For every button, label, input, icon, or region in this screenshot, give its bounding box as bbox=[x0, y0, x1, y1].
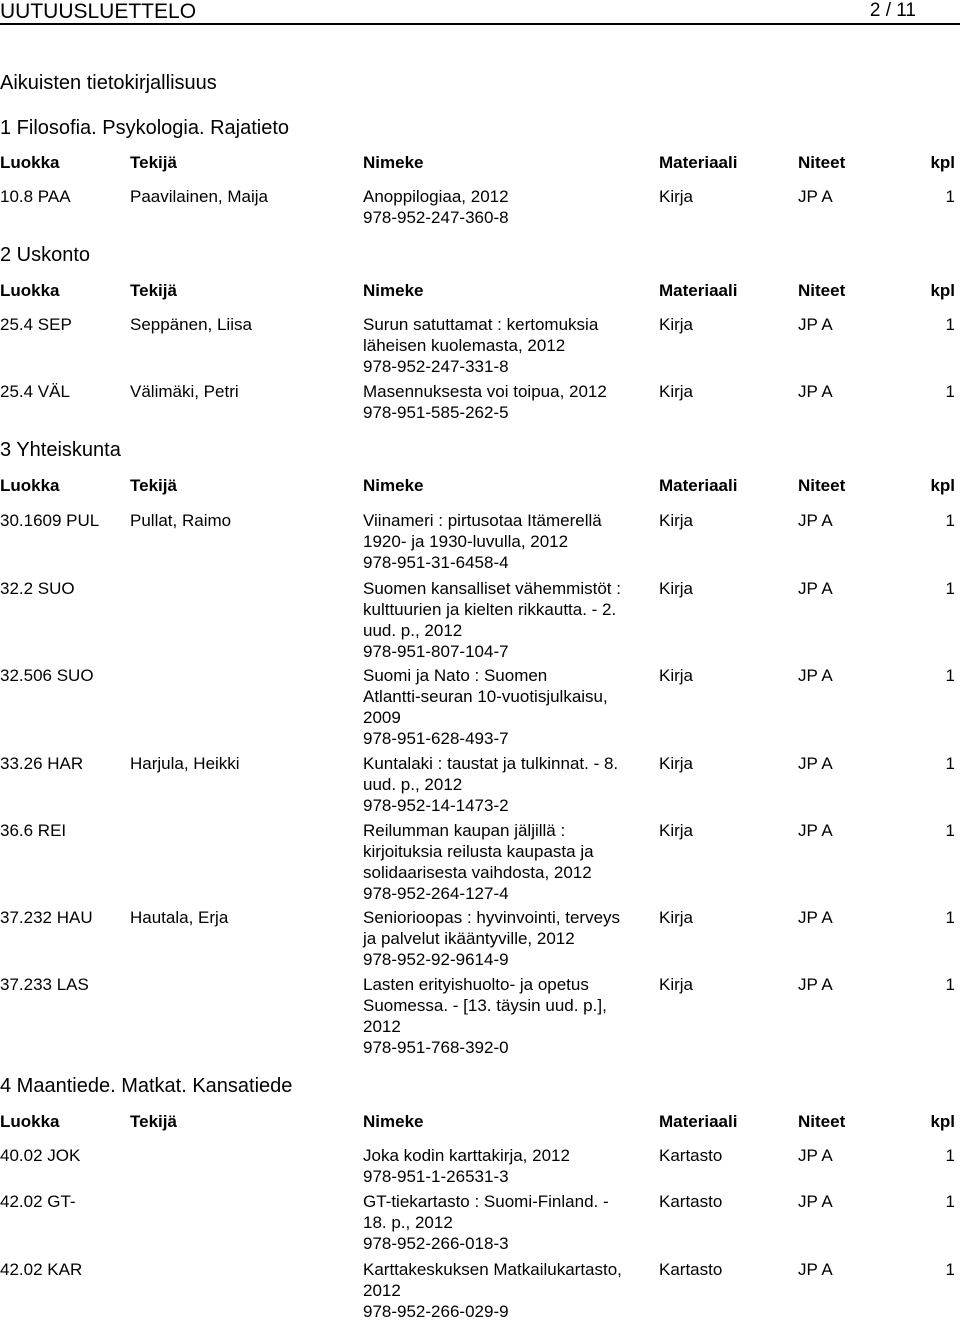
row-nimeke bbox=[363, 820, 653, 904]
row-tekija: Pullat, Raimo bbox=[130, 511, 232, 530]
row-nimeke bbox=[363, 1145, 653, 1187]
row-tekija: Seppänen, Liisa bbox=[130, 315, 252, 334]
column-header-niteet: Niteet bbox=[798, 281, 846, 300]
row-niteet: JP A bbox=[798, 187, 833, 206]
row-nimeke bbox=[363, 974, 653, 1058]
row-nimeke bbox=[363, 186, 653, 228]
row-isbn: 978-951-31-6458-4 bbox=[363, 553, 509, 572]
row-isbn: 978-951-768-392-0 bbox=[363, 1038, 509, 1057]
row-materiaali: Kartasto bbox=[659, 1260, 723, 1279]
row-materiaali: Kirja bbox=[659, 754, 694, 773]
column-header-tekija: Tekijä bbox=[130, 476, 177, 495]
column-header-luokka: Luokka bbox=[0, 1112, 60, 1131]
row-niteet: JP A bbox=[798, 315, 833, 334]
row-title-text: Lasten erityishuolto- ja opetus Suomessa. - [13. täysin uud. p.], 2012 bbox=[363, 975, 607, 1036]
row-luokka: 32.2 SUO bbox=[0, 579, 75, 598]
row-materiaali: Kirja bbox=[659, 187, 694, 206]
row-kpl: 1 bbox=[945, 754, 955, 773]
row-niteet: JP A bbox=[798, 1260, 833, 1279]
row-title-text: Seniorioopas : hyvinvointi, terveys ja palvelut ikääntyville, 2012 bbox=[363, 908, 621, 948]
row-luokka: 42.02 GT- bbox=[0, 1192, 76, 1211]
document-title: UUTUUSLUETTELO bbox=[0, 0, 197, 23]
column-header-luokka: Luokka bbox=[0, 153, 60, 172]
row-kpl: 1 bbox=[945, 666, 955, 685]
column-header-kpl: kpl bbox=[930, 1112, 955, 1131]
row-isbn: 978-951-807-104-7 bbox=[363, 642, 509, 661]
column-header-tekija: Tekijä bbox=[130, 281, 177, 300]
column-header-materiaali: Materiaali bbox=[659, 1112, 738, 1131]
row-nimeke bbox=[363, 578, 653, 662]
section-title: 4 Maantiede. Matkat. Kansatiede bbox=[0, 1075, 293, 1097]
row-kpl: 1 bbox=[945, 1192, 955, 1211]
row-luokka: 25.4 SEP bbox=[0, 315, 72, 334]
row-title-text: Anoppilogiaa, 2012 bbox=[363, 187, 509, 206]
row-luokka: 42.02 KAR bbox=[0, 1260, 83, 1279]
column-header-row bbox=[0, 151, 960, 175]
row-isbn: 978-952-14-1473-2 bbox=[363, 796, 509, 815]
row-materiaali: Kirja bbox=[659, 382, 694, 401]
row-tekija: Hautala, Erja bbox=[130, 908, 229, 927]
row-niteet: JP A bbox=[798, 975, 833, 994]
section-title: 1 Filosofia. Psykologia. Rajatieto bbox=[0, 117, 290, 139]
row-title-text: Joka kodin karttakirja, 2012 bbox=[363, 1146, 570, 1165]
row-luokka: 37.232 HAU bbox=[0, 908, 93, 927]
row-tekija: Harjula, Heikki bbox=[130, 754, 240, 773]
row-isbn: 978-952-266-018-3 bbox=[363, 1234, 509, 1253]
row-materiaali: Kirja bbox=[659, 315, 694, 334]
column-header-niteet: Niteet bbox=[798, 153, 846, 172]
row-niteet: JP A bbox=[798, 908, 833, 927]
row-kpl: 1 bbox=[945, 187, 955, 206]
row-nimeke bbox=[363, 510, 653, 573]
row-kpl: 1 bbox=[945, 1146, 955, 1165]
row-nimeke bbox=[363, 1191, 653, 1254]
row-isbn: 978-952-247-360-8 bbox=[363, 208, 509, 227]
row-kpl: 1 bbox=[945, 821, 955, 840]
row-title-text: Karttakeskuksen Matkailukartasto, 2012 bbox=[363, 1260, 622, 1300]
column-header-nimeke: Nimeke bbox=[363, 281, 424, 300]
row-title-text: Masennuksesta voi toipua, 2012 bbox=[363, 382, 607, 401]
row-isbn: 978-951-1-26531-3 bbox=[363, 1167, 509, 1186]
row-isbn: 978-952-92-9614-9 bbox=[363, 950, 509, 969]
row-nimeke bbox=[363, 314, 653, 377]
row-title-text: GT-tiekartasto : Suomi-Finland. - 18. p., 2012 bbox=[363, 1192, 609, 1232]
section-title: 2 Uskonto bbox=[0, 244, 91, 266]
row-title-text: Surun satuttamat : kertomuksia läheisen kuolemasta, 2012 bbox=[363, 315, 599, 355]
header-rule bbox=[0, 23, 960, 25]
column-header-nimeke: Nimeke bbox=[363, 153, 424, 172]
row-luokka: 10.8 PAA bbox=[0, 187, 71, 206]
row-kpl: 1 bbox=[945, 1260, 955, 1279]
column-header-nimeke: Nimeke bbox=[363, 1112, 424, 1131]
row-niteet: JP A bbox=[798, 511, 833, 530]
row-materiaali: Kirja bbox=[659, 821, 694, 840]
row-luokka: 32.506 SUO bbox=[0, 666, 94, 685]
row-nimeke bbox=[363, 907, 653, 970]
row-isbn: 978-952-247-331-8 bbox=[363, 357, 509, 376]
row-luokka: 33.26 HAR bbox=[0, 754, 84, 773]
row-niteet: JP A bbox=[798, 666, 833, 685]
column-header-niteet: Niteet bbox=[798, 1112, 846, 1131]
row-kpl: 1 bbox=[945, 908, 955, 927]
row-niteet: JP A bbox=[798, 382, 833, 401]
row-materiaali: Kirja bbox=[659, 666, 694, 685]
row-luokka: 25.4 VÄL bbox=[0, 382, 70, 401]
column-header-row bbox=[0, 279, 960, 303]
row-kpl: 1 bbox=[945, 382, 955, 401]
row-luokka: 37.233 LAS bbox=[0, 975, 89, 994]
column-header-niteet: Niteet bbox=[798, 476, 846, 495]
row-isbn: 978-952-266-029-9 bbox=[363, 1302, 509, 1321]
row-isbn: 978-951-585-262-5 bbox=[363, 403, 509, 422]
row-luokka: 30.1609 PUL bbox=[0, 511, 100, 530]
column-header-kpl: kpl bbox=[930, 281, 955, 300]
column-header-nimeke: Nimeke bbox=[363, 476, 424, 495]
row-materiaali: Kirja bbox=[659, 908, 694, 927]
row-materiaali: Kartasto bbox=[659, 1192, 723, 1211]
column-header-materiaali: Materiaali bbox=[659, 281, 738, 300]
row-title-text: Viinameri : pirtusotaa Itämerellä 1920- ja 1930-luvulla, 2012 bbox=[363, 511, 602, 551]
column-header-tekija: Tekijä bbox=[130, 1112, 177, 1131]
row-niteet: JP A bbox=[798, 1192, 833, 1211]
column-header-kpl: kpl bbox=[930, 153, 955, 172]
row-nimeke bbox=[363, 1259, 653, 1322]
column-header-kpl: kpl bbox=[930, 476, 955, 495]
row-isbn: 978-952-264-127-4 bbox=[363, 884, 509, 903]
section-title: 3 Yhteiskunta bbox=[0, 439, 121, 461]
page-number: 2 / 11 bbox=[869, 0, 916, 21]
column-header-luokka: Luokka bbox=[0, 476, 60, 495]
column-header-tekija: Tekijä bbox=[130, 153, 177, 172]
row-niteet: JP A bbox=[798, 821, 833, 840]
row-kpl: 1 bbox=[945, 975, 955, 994]
column-header-materiaali: Materiaali bbox=[659, 153, 738, 172]
column-header-materiaali: Materiaali bbox=[659, 476, 738, 495]
row-nimeke bbox=[363, 665, 653, 749]
row-tekija: Välimäki, Petri bbox=[130, 382, 239, 401]
row-kpl: 1 bbox=[945, 315, 955, 334]
row-niteet: JP A bbox=[798, 1146, 833, 1165]
row-nimeke bbox=[363, 753, 653, 816]
row-isbn: 978-951-628-493-7 bbox=[363, 729, 509, 748]
row-materiaali: Kirja bbox=[659, 511, 694, 530]
column-header-row bbox=[0, 1110, 960, 1134]
row-nimeke bbox=[363, 381, 653, 423]
row-luokka: 40.02 JOK bbox=[0, 1146, 81, 1165]
row-title-text: Kuntalaki : taustat ja tulkinnat. - 8. uud. p., 2012 bbox=[363, 754, 619, 794]
row-kpl: 1 bbox=[945, 511, 955, 530]
row-title-text: Suomen kansalliset vähemmistöt : kulttuurien ja kielten rikkautta. - 2. uud. p., 2012 bbox=[363, 579, 621, 640]
row-materiaali: Kirja bbox=[659, 579, 694, 598]
row-niteet: JP A bbox=[798, 579, 833, 598]
category-title: Aikuisten tietokirjallisuus bbox=[0, 72, 217, 94]
row-materiaali: Kartasto bbox=[659, 1146, 723, 1165]
row-materiaali: Kirja bbox=[659, 975, 694, 994]
row-kpl: 1 bbox=[945, 579, 955, 598]
row-tekija: Paavilainen, Maija bbox=[130, 187, 268, 206]
column-header-row bbox=[0, 474, 960, 498]
row-luokka: 36.6 REI bbox=[0, 821, 67, 840]
row-title-text: Reilumman kaupan jäljillä : kirjoituksia reilusta kaupasta ja solidaarisesta vaihdosta, 2012 bbox=[363, 821, 594, 882]
column-header-luokka: Luokka bbox=[0, 281, 60, 300]
row-niteet: JP A bbox=[798, 754, 833, 773]
row-title-text: Suomi ja Nato : Suomen Atlantti-seuran 10-vuotisjulkaisu, 2009 bbox=[363, 666, 608, 727]
